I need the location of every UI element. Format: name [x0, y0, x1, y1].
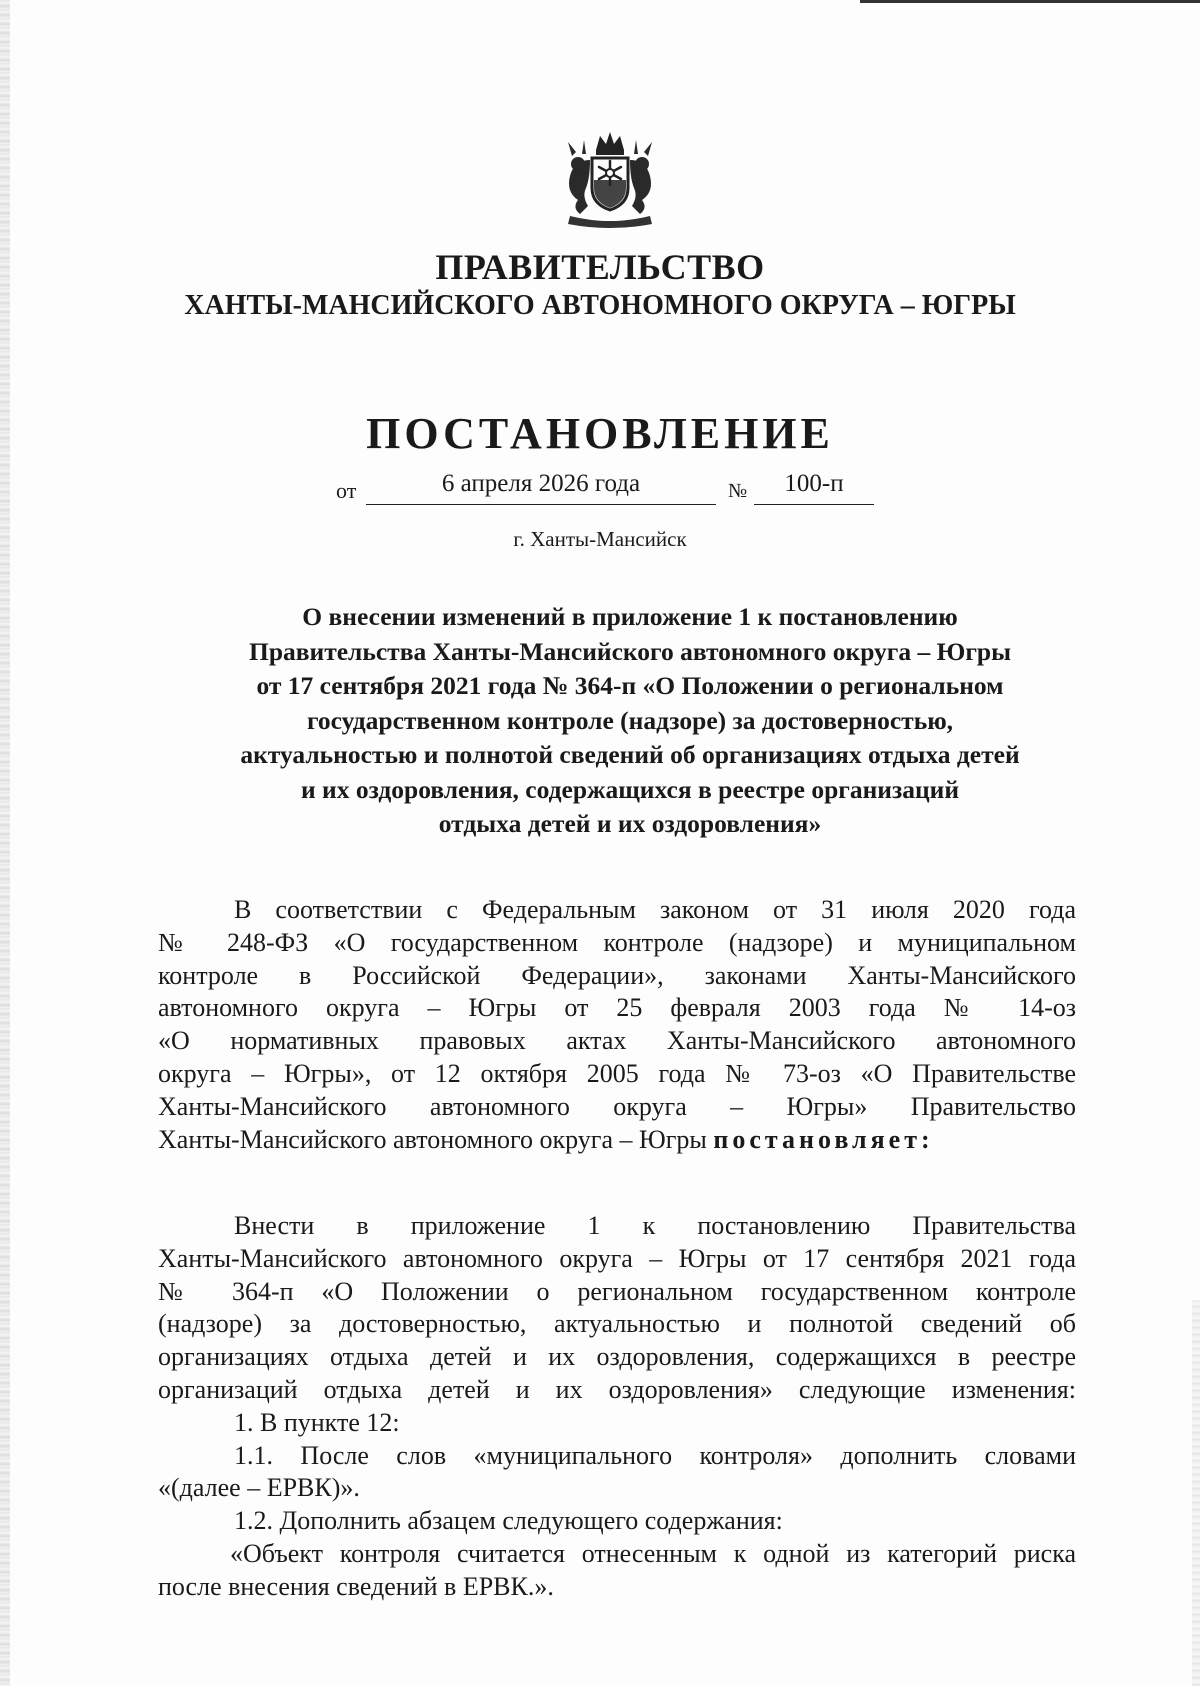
document-heading: [180, 600, 1080, 842]
heading-line: государственном контроле (надзоре) за достоверностью,: [306, 705, 954, 735]
paragraph-text: Ханты-Мансийского автономного округа – Югры: [158, 1124, 714, 1154]
city: г. Ханты-Мансийск: [513, 527, 687, 551]
scan-edge-top: [860, 0, 1200, 3]
heading-line: отдыха детей и их оздоровления»: [438, 809, 822, 838]
document-type: ПОСТАНОВЛЕНИЕ: [366, 409, 834, 458]
paragraph-line: (надзоре) за достоверностью, актуальностью и полнотой сведений об: [158, 1309, 1076, 1339]
paragraph-line: № 364-п «О Положении о региональном государственном контроле: [158, 1276, 1076, 1306]
org-title: ПРАВИТЕЛЬСТВО: [435, 247, 765, 287]
paragraph-line: организаций отдыха детей и их оздоровления» следующие изменения:: [158, 1374, 1076, 1404]
date-prefix: от: [336, 478, 357, 503]
heading-line: и их оздоровления, содержащихся в реестре организаций: [300, 774, 960, 804]
scan-edge-right: [1192, 1300, 1200, 1686]
paragraph-line: организациях отдыха детей и их оздоровления, содержащихся в реестре: [158, 1342, 1076, 1372]
item-1: 1. В пункте 12:: [234, 1407, 400, 1437]
heading-line: Правительства Ханты-Мансийского автономного округа – Югры: [248, 636, 1011, 666]
heading-line: от 17 сентября 2021 года № 364-п «О Положении о региональном: [256, 671, 1004, 700]
paragraph-line: [158, 1124, 1076, 1157]
paragraph-line: Ханты-Мансийского автономного округа – Югры от 17 сентября 2021 года: [158, 1243, 1076, 1273]
paragraph-line: автономного округа – Югры от 25 февраля 2003 года № 14-оз: [158, 993, 1076, 1023]
date-field: 6 апреля 2026 года: [366, 470, 716, 505]
number-prefix: №: [728, 480, 748, 502]
paragraph-line: № 248-ФЗ «О государственном контроле (надзоре) и муниципальном: [158, 927, 1076, 957]
paragraph-line: контроле в Российской Федерации», законами Ханты-Мансийского: [158, 960, 1076, 990]
heading-line: О внесении изменений в приложение 1 к постановлению: [302, 602, 958, 631]
date-number-line: [336, 470, 876, 510]
quote-line: «Объект контроля считается отнесенным к одной из категорий риска: [230, 1538, 1076, 1568]
resolution-keyword: постановляет:: [713, 1124, 934, 1154]
paragraph-line: Внести в приложение 1 к постановлению Правительства: [234, 1211, 1076, 1240]
item-1-1-continuation: «(далее – ЕРВК)».: [158, 1473, 360, 1503]
item-1-2: 1.2. Дополнить абзацем следующего содержания:: [234, 1506, 783, 1536]
quote-line: после внесения сведений в ЕРВК.».: [158, 1571, 554, 1601]
resolution-paragraph: [158, 1210, 1076, 1604]
heading-line: актуальностью и полнотой сведений об организациях отдыха детей: [240, 740, 1020, 769]
org-subtitle: ХАНТЫ-МАНСИЙСКОГО АВТОНОМНОГО ОКРУГА – ЮГРЫ: [184, 290, 1016, 321]
item-1-1: 1.1. После слов «муниципального контроля» дополнить словами: [234, 1440, 1076, 1470]
paragraph-line: округа – Югры», от 12 октября 2005 года № 73-оз «О Правительстве: [158, 1058, 1076, 1088]
paragraph-line: В соответствии с Федеральным законом от 31 июля 2020 года: [234, 895, 1076, 924]
number-field: 100-п: [754, 470, 874, 505]
preamble-paragraph: [158, 894, 1076, 1156]
coat-of-arms-icon: [556, 130, 664, 230]
paragraph-line: Ханты-Мансийского автономного округа – Югры» Правительство: [158, 1091, 1076, 1121]
paragraph-line: «О нормативных правовых актах Ханты-Мансийского автономного: [158, 1026, 1076, 1056]
